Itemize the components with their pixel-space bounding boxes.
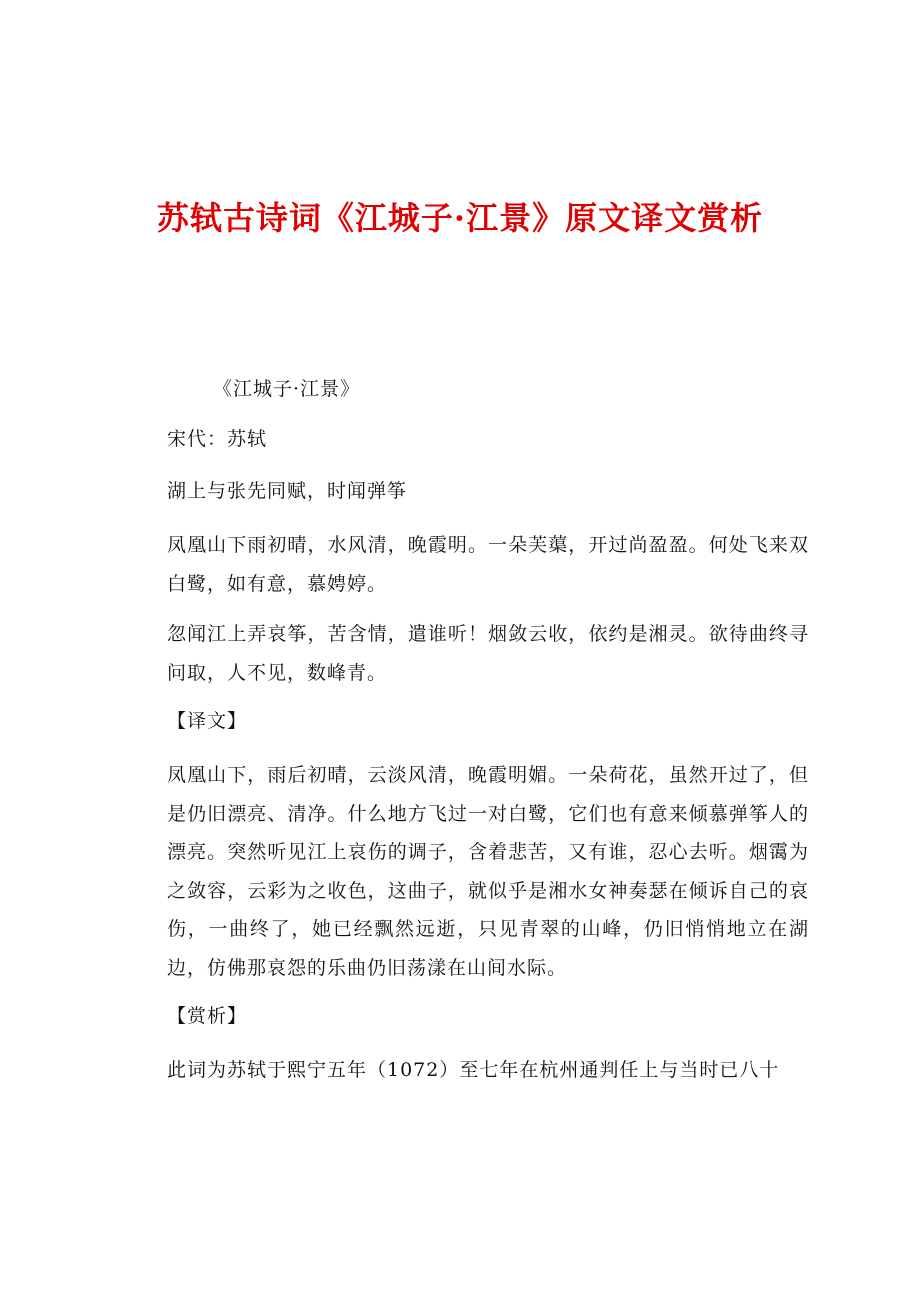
dynasty-author: 宋代：苏轼	[167, 428, 268, 450]
document-body	[167, 372, 809, 1102]
document-title: 苏轼古诗词《江城子·江景》原文译文赏析	[156, 199, 764, 237]
appreciation-heading: 【赏析】	[167, 1005, 248, 1027]
translation-text: 凤凰山下，雨后初晴，云淡风清，晚霞明媚。一朵荷花，虽然开过了，但是仍旧漂亮、清净。什么地方飞过一对白鹭，它们也有意来倾慕弹筝人的漂亮。突然听见江上哀伤的调子，含着悲苦，又有谁，忍心去听。烟霭为之敛容，云彩为之收色，这曲子，就似乎是湘水女神奏瑟在倾诉自己的哀伤，一曲终了，她已经飘然远逝，只见青翠的山峰，仍旧悄悄地立在湖边，仿佛那哀怨的乐曲仍旧荡漾在山间水际。	[167, 764, 809, 979]
poem-name: 《江城子·江景》	[213, 378, 361, 400]
poem-stanza-1: 凤凰山下雨初晴，水风清，晚霞明。一朵芙蕖，开过尚盈盈。何处飞来双白鹭，如有意，慕娉婷。	[167, 534, 809, 595]
appreciation-text: 此词为苏轼于熙宁五年（1072）至七年在杭州通判任上与当时已八十	[167, 1059, 780, 1081]
translation-heading: 【译文】	[167, 710, 248, 732]
poem-stanza-2: 忽闻江上弄哀筝，苦含情，遣谁听！烟敛云收，依约是湘灵。欲待曲终寻问取，人不见，数峰青。	[167, 623, 809, 684]
poem-preface: 湖上与张先同赋，时闻弹筝	[167, 480, 408, 502]
